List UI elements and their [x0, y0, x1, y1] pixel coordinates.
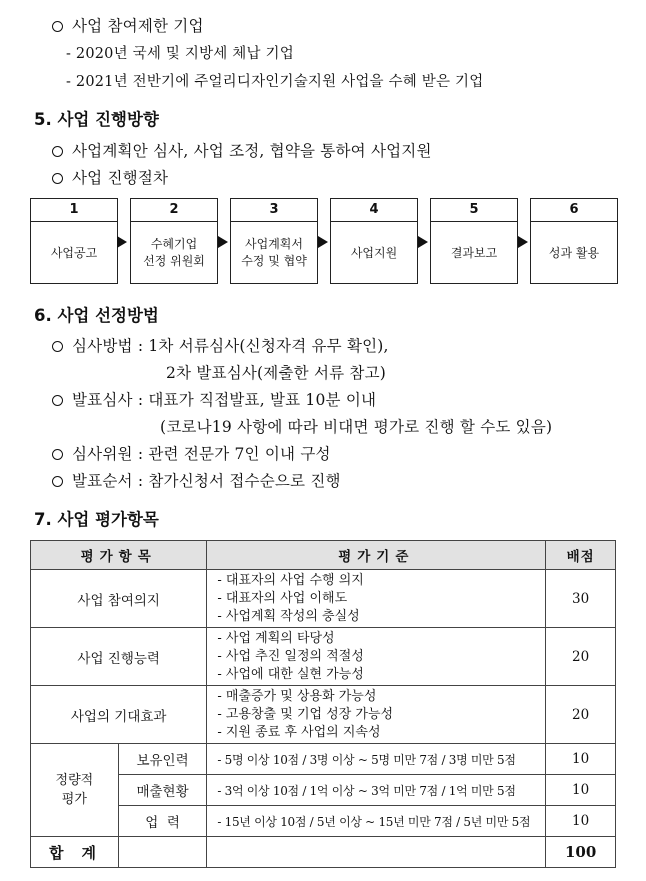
section-7-heading: 7. 사업 평가항목	[34, 510, 159, 529]
process-step-6	[530, 198, 618, 284]
quant-sub-item: 보유인력	[118, 744, 207, 775]
table-row	[31, 628, 616, 686]
eval-item: 사업의 기대효과	[31, 686, 207, 744]
step-label: 사업공고	[50, 245, 98, 260]
quant-criteria: - 3억 이상 10점 / 1억 이상 ~ 3억 미만 7점 / 1억 미만 5점	[207, 775, 546, 806]
step-label: 수혜기업 선정 위원회	[143, 237, 205, 268]
header-score: 배점	[546, 541, 616, 570]
table-row	[31, 744, 616, 775]
quant-sub-item: 업 력	[118, 806, 207, 837]
table-row	[31, 570, 616, 628]
step-label: 결과보고	[450, 245, 498, 260]
quant-criteria: - 5명 이상 10점 / 3명 이상 ~ 5명 미만 7점 / 3명 미만 5점	[207, 744, 546, 775]
flow-arrow-icon	[218, 236, 228, 248]
quant-criteria: - 15년 이상 10점 / 5년 이상 ~ 15년 미만 7점 / 5년 미만 5점	[207, 806, 546, 837]
total-label: 합계	[31, 837, 119, 868]
excluded-title: 사업 참여제한 기업	[72, 17, 204, 35]
step-label: 성과 활용	[548, 245, 600, 260]
step-label: 사업계획서 수정 및 협약	[241, 237, 307, 268]
step-number: 1	[31, 199, 117, 222]
step-number: 2	[131, 199, 217, 222]
selection-method-continuation: 2차 발표심사(제출한 서류 참고)	[166, 364, 387, 382]
flow-arrow-icon	[117, 236, 127, 248]
section-5-bullet: 사업계획안 심사, 사업 조정, 협약을 통하여 사업지원	[52, 139, 432, 161]
quant-eval-label: 정량적 평가	[31, 744, 119, 837]
selection-method-continuation: (코로나19 사항에 따라 비대면 평가로 진행 할 수도 있음)	[160, 418, 553, 436]
flow-arrow-icon	[318, 236, 328, 248]
flow-arrow-icon	[518, 236, 528, 248]
eval-score: 20	[546, 686, 616, 744]
circle-bullet-icon	[52, 173, 63, 184]
quant-sub-item: 매출현황	[118, 775, 207, 806]
step-label: 사업지원	[350, 245, 398, 260]
circle-bullet-icon	[52, 341, 63, 352]
quant-score: 10	[546, 775, 616, 806]
circle-bullet-icon	[52, 21, 63, 32]
eval-criteria: - 매출증가 및 상용화 가능성 - 고용창출 및 기업 성장 가능성 - 지원 종료 후 사업의 지속성	[207, 686, 546, 744]
eval-item: 사업 진행능력	[31, 628, 207, 686]
section-5-bullet: 사업 진행절차	[52, 166, 168, 188]
total-row	[31, 837, 616, 868]
process-step-5	[430, 198, 518, 284]
selection-method-item: 심사방법 : 1차 서류심사(신청자격 유무 확인),	[52, 334, 389, 356]
flow-arrow-icon	[418, 236, 428, 248]
header-eval-criteria: 평가기준	[207, 541, 546, 570]
table-row	[31, 686, 616, 744]
table-header-row	[31, 541, 616, 570]
circle-bullet-icon	[52, 449, 63, 460]
selection-method-item: 발표심사 : 대표가 직접발표, 발표 10분 이내	[52, 388, 376, 410]
quant-score: 10	[546, 744, 616, 775]
step-number: 4	[331, 199, 417, 222]
step-number: 6	[531, 199, 617, 222]
circle-bullet-icon	[52, 476, 63, 487]
selection-method-item: 심사위원 : 관련 전문가 7인 이내 구성	[52, 442, 331, 464]
eval-criteria: - 대표자의 사업 수행 의지 - 대표자의 사업 이해도 - 사업계획 작성의 충실성	[207, 570, 546, 628]
circle-bullet-icon	[52, 146, 63, 157]
total-empty-cell	[207, 837, 546, 868]
eval-item: 사업 참여의지	[31, 570, 207, 628]
eval-criteria: - 사업 계획의 타당성 - 사업 추진 일정의 적절성 - 사업에 대한 실현 가능성	[207, 628, 546, 686]
process-step-4	[330, 198, 418, 284]
table-row	[31, 806, 616, 837]
step-number: 3	[231, 199, 317, 222]
eval-score: 30	[546, 570, 616, 628]
total-empty-cell	[118, 837, 207, 868]
section-5-heading: 5. 사업 진행방향	[34, 110, 159, 129]
step-number: 5	[431, 199, 517, 222]
circle-bullet-icon	[52, 395, 63, 406]
header-eval-item: 평가항목	[31, 541, 207, 570]
eval-score: 20	[546, 628, 616, 686]
excluded-title-line	[52, 14, 204, 36]
process-step-1	[30, 198, 118, 284]
table-row	[31, 775, 616, 806]
total-score: 100	[546, 837, 616, 868]
excluded-item: - 2020년 국세 및 지방세 체납 기업	[66, 46, 294, 62]
quant-score: 10	[546, 806, 616, 837]
selection-method-item: 발표순서 : 참가신청서 접수순으로 진행	[52, 469, 341, 491]
evaluation-table	[30, 540, 616, 868]
process-step-3	[230, 198, 318, 284]
process-step-2	[130, 198, 218, 284]
excluded-item: - 2021년 전반기에 주얼리디자인기술지원 사업을 수혜 받은 기업	[66, 74, 484, 90]
section-6-heading: 6. 사업 선정방법	[34, 306, 159, 325]
